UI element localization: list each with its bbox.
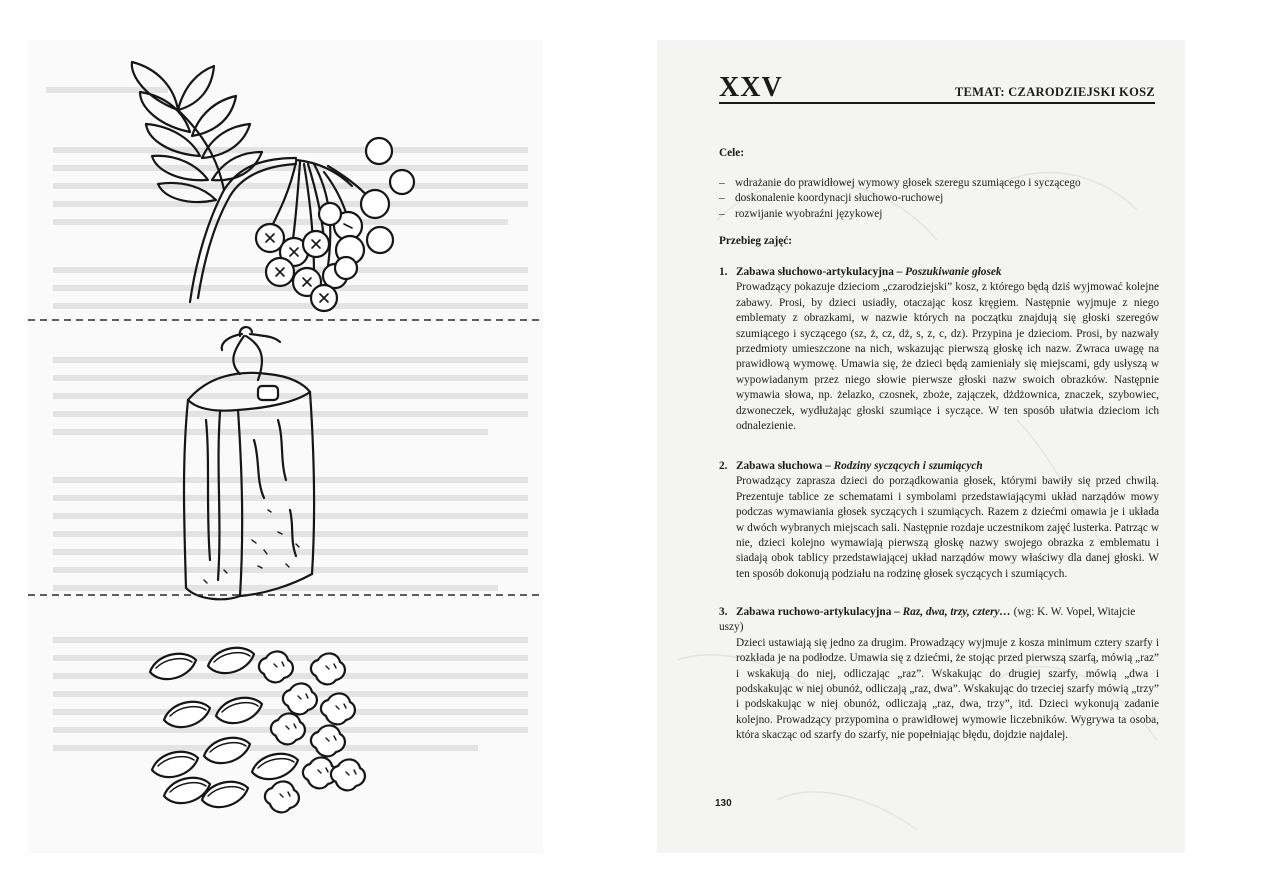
rowan-branch-illustration xyxy=(132,62,414,311)
soap-bar-illustration xyxy=(184,327,314,599)
step-number: 1. xyxy=(719,266,728,278)
step-body: Prowadzący zaprasza dzieci do porządkowania głosek, którymi bawiły się przed chwilą. Prezentuje tablice ze schematami i symbolami przedstawiającymi układ narządów mowy podczas wymawiania głosek syczących i szumiących. Razem z dziećmi omawia je i układa w dwóch wybranych miejscach sali. Następnie rozdaje uczestnikom zajęć lusterka. Patrząc w nie, dzieci kolejno wymawiają pierwszą głoskę nazwy swojego obrazka z emblematu i siadają obok tablicy przedstawiającej układ narządów mowy właściwy dla danej głoski. W ten sposób dokonują podziału na rodzinę głosek syczących i szumiących. xyxy=(736,475,1159,580)
left-page xyxy=(28,40,543,853)
procedure-heading: Przebieg zajęć: xyxy=(719,235,793,247)
goal-item: – rozwijanie wyobraźni językowej xyxy=(719,207,1159,222)
title-divider xyxy=(719,102,1155,104)
step-title: Zabawa słuchowa – xyxy=(736,460,834,472)
step-section xyxy=(719,459,1159,582)
topic-title: TEMAT: CZARODZIEJSKI KOSZ xyxy=(954,85,1155,99)
step-title: Zabawa słuchowo-artykulacyjna – xyxy=(736,266,906,278)
goal-item: – wdrażanie do prawidłowej wymowy głosek szeregu szumiącego i syczącego xyxy=(719,176,1159,191)
step-section xyxy=(719,265,1159,434)
page-number: 130 xyxy=(715,798,732,809)
chapter-number: XXV xyxy=(719,72,783,103)
step-number: 3. xyxy=(719,606,728,618)
step-title-italic: Poszukiwanie głosek xyxy=(905,266,1002,278)
step-title-italic: Rodziny syczących i szumiących xyxy=(833,460,983,472)
goal-item: – doskonalenie koordynacji słuchowo-ruchowej xyxy=(719,191,1159,206)
step-section xyxy=(719,605,1159,744)
goals-heading: Cele: xyxy=(719,147,745,159)
seeds-and-flakes-illustration xyxy=(150,648,365,813)
step-heading xyxy=(719,265,1159,280)
step-title: Zabawa ruchowo-artykulacyjna – xyxy=(736,606,903,618)
step-title-italic: Raz, dwa, trzy, cztery… xyxy=(902,606,1011,618)
step-body: Prowadzący pokazuje dzieciom „czarodziejski” kosz, z którego będą dziś wyjmować kolejne zabawy. Prosi, by dzieci usiadły, otaczając kosz kręgiem. Następnie wyjmuje z niego emblematy z obrazkami, w nazwie których na początku znajdują się głoski szeregów szumiącego i syczącego (sz, ż, cz, dż, s, z, c, dz). Przypina je dzieciom. Prosi, by nazwały przedmioty umieszczone na nich, wskazując pierwszą głoskę ich nazw. Zwraca uwagę na prawidłową wymowę. Umawia się, że dzieci będą zamieniały się miejscami, gdy usłyszą w wypowiadanym przez niego słowie pierwsze głoski nazw swoich obrazków. Następnie wymawia słowa, np. żelazko, czosnek, zboże, zajączek, dżdżownica, znaczek, szybowiec, dzwoneczek, wydłużając głoski szumiące i syczące. W ten sposób ułatwia dzieciom ich odnalezienie. xyxy=(736,281,1159,433)
goals-list xyxy=(719,176,1159,222)
right-page xyxy=(657,40,1185,853)
illustrations xyxy=(28,40,543,853)
step-body: Dzieci ustawiają się jedno za drugim. Prowadzący wyjmuje z kosza minimum cztery szarfy i rozkłada je na podłodze. Umawia się z dziećmi, że stojąc przed pierwszą szarfą, mówią „raz” i wskakują do niej, odliczając „raz”. Wskakując do drugiej szarfy, mówią „dwa i podskakując w niej obunóż, odliczają „raz, dwa”. Wskakując do trzeciej szarfy mówią „trzy” i podskakując w niej obunóż, odliczają „raz, dwa, trzy”, itd. Dzieci wykonują zadanie kolejno. Prowadzący przypomina o prawidłowej wymowie liczebników. Wygrywa ta osoba, która skacząc od szarfy do szarfy, nie popełniając błędu, dojdzie najdalej. xyxy=(736,636,1159,742)
step-heading xyxy=(719,459,1159,474)
step-source: (wg: K. W. Vopel, Witajcie uszy) xyxy=(719,606,1136,634)
step-heading xyxy=(719,605,1159,636)
step-number: 2. xyxy=(719,460,728,472)
